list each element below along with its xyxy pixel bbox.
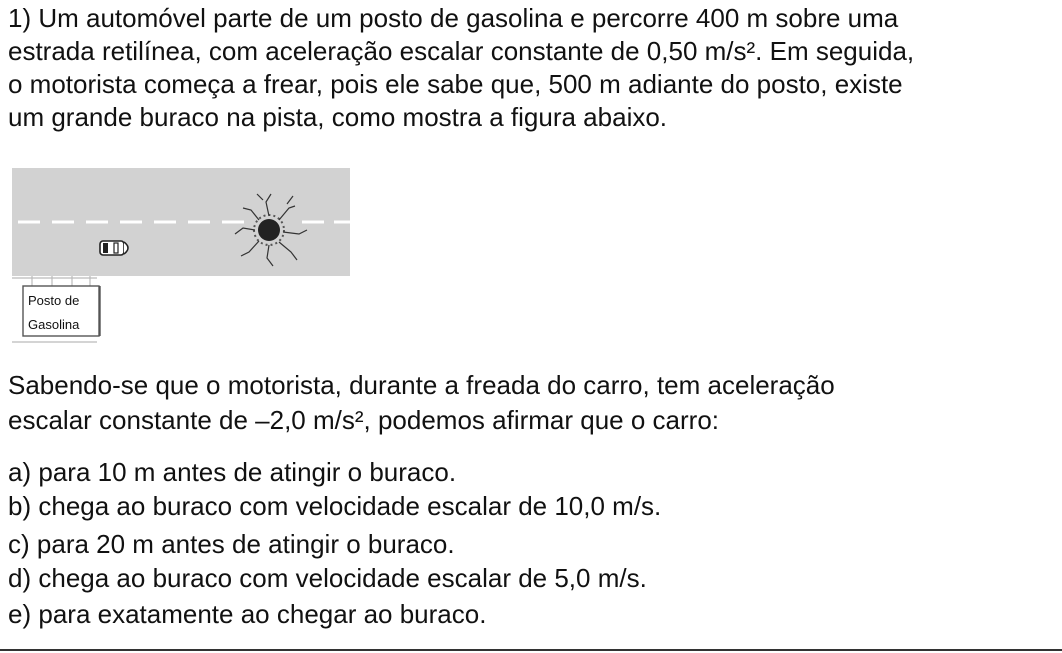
option-letter: b) — [8, 491, 32, 521]
question-line-4: um grande buraco na pista, como mostra a figura abaixo. — [8, 102, 668, 132]
option-text: para exatamente ao chegar ao buraco. — [38, 599, 487, 629]
option-letter: c) — [8, 529, 30, 559]
station-label-line-2: Gasolina — [28, 317, 80, 332]
question-line-2: estrada retilínea, com aceleração escalar constante de 0,50 m/s². Em seguida, — [8, 36, 915, 66]
station-label-line-1: Posto de — [28, 293, 80, 308]
road-figure — [12, 168, 350, 346]
question-line-3: o motorista começa a frear, pois ele sabe que, 500 m adiante do posto, existe — [8, 69, 903, 99]
option-b[interactable] — [8, 490, 661, 523]
option-letter: a) — [8, 457, 32, 487]
car-icon — [100, 241, 128, 255]
bottom-divider — [0, 649, 1062, 651]
option-text: chega ao buraco com velocidade escalar de 10,0 m/s. — [38, 491, 662, 521]
statement-line-1: Sabendo-se que o motorista, durante a freada do carro, tem aceleração — [8, 370, 835, 400]
option-c[interactable] — [8, 528, 455, 561]
option-text: para 20 m antes de atingir o buraco. — [36, 529, 455, 559]
option-text: para 10 m antes de atingir o buraco. — [38, 457, 457, 487]
statement-line-2: escalar constante de –2,0 m/s², podemos afirmar que o carro: — [8, 405, 720, 435]
question-line-1: 1) Um automóvel parte de um posto de gasolina e percorre 400 m sobre uma — [8, 3, 899, 33]
option-e[interactable] — [8, 598, 486, 631]
option-letter: d) — [8, 563, 32, 593]
option-a[interactable] — [8, 456, 456, 489]
option-text: chega ao buraco com velocidade escalar de 5,0 m/s. — [38, 563, 647, 593]
option-d[interactable] — [8, 562, 647, 595]
road-illustration — [12, 168, 350, 346]
option-letter: e) — [8, 599, 32, 629]
